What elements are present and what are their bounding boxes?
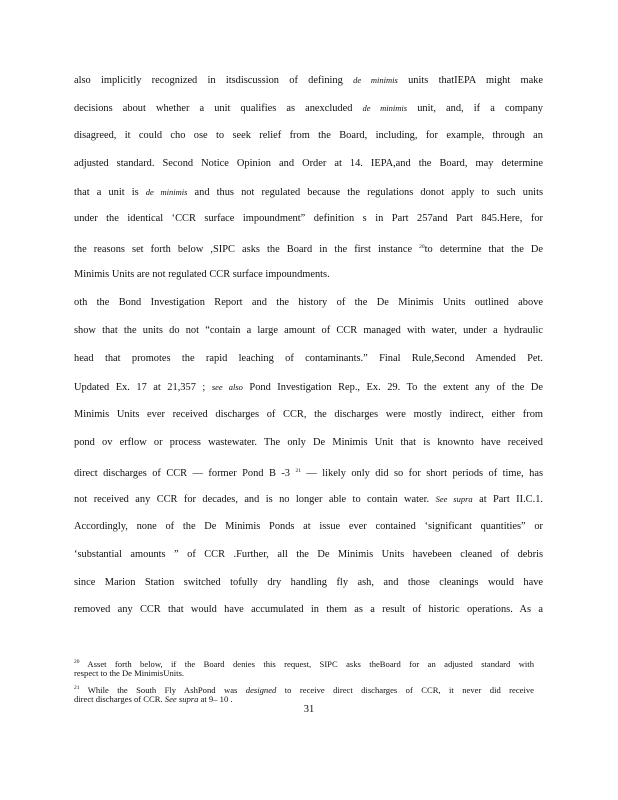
body-line: direct discharges of CCR — former Pond B -3 $^{21}$ — likely only did so for short periods of time, has (74, 468, 543, 479)
body-line: head that promotes the rapid leaching of contaminants.” Final Rule,Second Amended Pet. (74, 353, 543, 364)
italic-text: de minimis (145, 187, 188, 197)
body-line: Minimis Units are not regulated CCR surface impoundments. (74, 269, 330, 280)
page-number: 31 (303, 704, 315, 715)
body-line: the reasons set forth below ,SIPC asks the Board in the first instance $^{20}$to determine that the De (74, 244, 544, 255)
body-line: under the identical ‘CCR surface impoundment” definition s in Part 257and Part 845.Here, for (74, 213, 543, 224)
body-line: show that the units do not “contain a large amount of CCR managed with water, under a hydraulic (74, 325, 543, 336)
italic-text: de minimis (353, 75, 398, 85)
body-line: oth the Bond Investigation Report and the history of the De Minimis Units outlined above (74, 297, 543, 308)
footnote-marker: 20 (74, 659, 80, 665)
footnote-marker: 21 (74, 685, 80, 691)
footnote-line: $^{20}$ Asset forth below, if the Board denies this request, SIPC asks theBoard for an adjusted standard with (74, 659, 534, 669)
body-line: pond ov erflow or process wastewater. The only De Minimis Unit that is knownto have received (74, 437, 543, 448)
body-line: Updated Ex. 17 at 21,357 ; see also Pond Investigation Rep., Ex. 29. To the extent any of the De (74, 382, 544, 393)
body-line: ‘substantial amounts ” of CCR .Further, all the De Minimis Units havebeen cleaned of debris (74, 549, 543, 560)
italic-text: See supra (435, 494, 473, 504)
body-line: adjusted standard. Second Notice Opinion and Order at 14. IEPA,and the Board, may determine (74, 158, 543, 169)
footnote-marker: 21 (295, 468, 301, 474)
italic-text: See supra (164, 694, 199, 704)
body-line: removed any CCR that would have accumulated in them as a result of historic operations. As a (74, 604, 543, 615)
italic-text: see also (211, 382, 243, 392)
body-line: decisions about whether a unit qualifies as anexcluded de minimis unit, and, if a company (74, 103, 543, 114)
body-line: also implicitly recognized in itsdiscussion of defining de minimis units thatIEPA might make (74, 75, 543, 86)
italic-text: de minimis (362, 103, 408, 113)
footnote-marker: 20 (419, 244, 425, 250)
footnote-line: $^{21}$ While the South Fly AshPond was designed to receive direct discharges of CCR, it never did receive (74, 685, 534, 695)
body-line: Accordingly, none of the De Minimis Ponds at issue ever contained ‘significant quantities” or (74, 521, 543, 532)
italic-text: designed (245, 685, 277, 695)
footnote-line: respect to the De MinimisUnits. (74, 668, 185, 678)
body-line: since Marion Station switched tofully dry handling fly ash, and those cleanings would have (74, 577, 543, 588)
body-line: disagreed, it could cho ose to seek relief from the Board, including, for example, through an (74, 130, 543, 141)
body-line: Minimis Units ever received discharges of CCR, the discharges were mostly indirect, either from (74, 409, 543, 420)
body-line: not received any CCR for decades, and is no longer able to contain water. See supra at Part II.C.1. (74, 494, 543, 505)
body-line: that a unit is de minimis and thus not regulated because the regulations donot apply to such units (74, 187, 543, 198)
footnote-line: direct discharges of CCR. See supra at 9– 10 . (74, 694, 233, 704)
